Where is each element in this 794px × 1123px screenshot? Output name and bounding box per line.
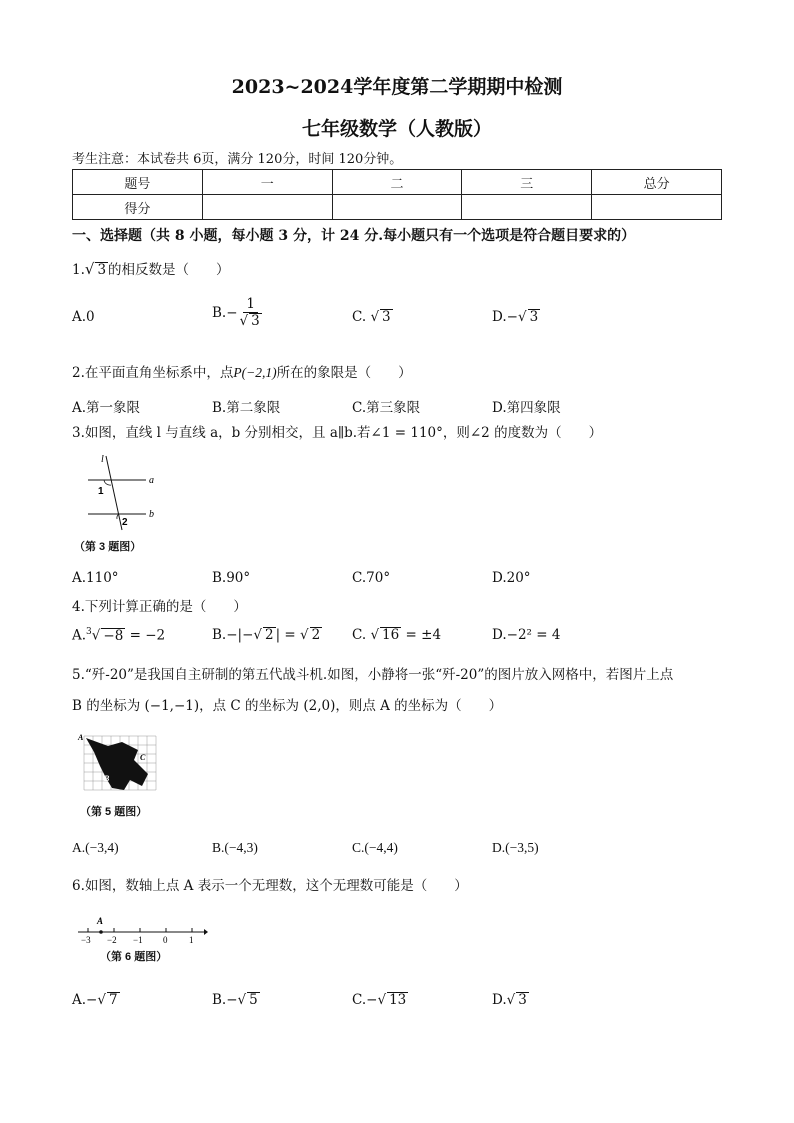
q4-a-rest: = −2 xyxy=(125,627,166,644)
q6-number-line xyxy=(74,910,208,946)
q4-b-mid: | = xyxy=(275,627,301,643)
q3-angle-1-arc xyxy=(104,480,111,485)
score-header-cell: 一 xyxy=(202,170,332,195)
score-row-label: 得分 xyxy=(73,195,203,220)
q1-b-radicand: 3 xyxy=(251,313,260,330)
q1-c-radicand: 3 xyxy=(382,309,391,325)
q6-d-label: D. xyxy=(492,992,507,1008)
score-table-header-row xyxy=(73,170,722,195)
exam-title: 2023~2024学年度第二学期期中检测 xyxy=(231,76,563,98)
section-heading: 一、选择题（共 8 小题，每小题 3 分，计 24 分.每小题只有一个选项是符合题目要求的） xyxy=(72,228,636,244)
q3-label-l: l xyxy=(101,454,104,465)
q3-figure-caption: （第 3 题图） xyxy=(74,541,142,553)
question-4: 4.下列计算正确的是（ ） xyxy=(72,599,247,615)
q6-option-c[interactable]: C.−√ 13 xyxy=(352,992,407,1008)
score-cell[interactable] xyxy=(202,195,332,220)
q4-option-b[interactable]: B.−|−√ 2 | = √ 2 xyxy=(212,627,321,643)
q4-b-radicand: 2 xyxy=(265,627,274,643)
q3-figure xyxy=(80,450,170,532)
q1-option-b[interactable] xyxy=(212,296,264,329)
score-table-score-row xyxy=(73,195,722,220)
q5-option-d[interactable]: D.(−3,5) xyxy=(492,840,539,855)
q6-option-b[interactable]: B.−√ 5 xyxy=(212,992,258,1008)
q1-b-denominator: √ 3 xyxy=(239,313,260,330)
q3-label-b: b xyxy=(149,509,154,520)
q4-b-radicand-2: 2 xyxy=(311,627,321,643)
q6-point-A xyxy=(99,930,103,934)
q2-option-a[interactable]: A.第一象限 xyxy=(72,400,141,416)
q3-label-a: a xyxy=(149,475,154,486)
q2-option-c[interactable]: C.第三象限 xyxy=(352,400,421,416)
q1-text: 的相反数是（ ） xyxy=(108,262,230,278)
q5-figure-caption: （第 5 题图） xyxy=(80,806,148,818)
q3-option-d[interactable]: D.20° xyxy=(492,570,531,586)
q1-b-label: B.− xyxy=(212,304,238,321)
q2-text: 2.在平面直角坐标系中，点 xyxy=(72,365,234,381)
q1-b-fraction xyxy=(240,296,262,329)
q1-option-d[interactable]: D.−√ 3 xyxy=(492,309,539,325)
score-header-cell: 二 xyxy=(332,170,462,195)
q6-a-radicand: 7 xyxy=(108,992,118,1008)
q1-option-a[interactable]: A.0 xyxy=(72,309,95,325)
q5-option-b[interactable]: B.(−4,3) xyxy=(212,840,258,855)
exam-subtitle: 七年级数学（人教版） xyxy=(301,118,492,140)
q2-text-2: 所在的象限是（ ） xyxy=(276,365,412,381)
q6-c-label: C.− xyxy=(352,992,378,1008)
q4-option-c[interactable]: C. √ 16 = ±4 xyxy=(352,627,442,643)
q6-b-radicand: 5 xyxy=(249,992,258,1008)
q4-c-label: C. xyxy=(352,627,371,643)
score-cell[interactable] xyxy=(462,195,592,220)
q4-b-label: B.−|− xyxy=(212,627,254,643)
q4-c-rest: = ±4 xyxy=(401,627,442,643)
q5-label-B: B xyxy=(104,774,110,783)
q1-b-numerator: 1 xyxy=(243,296,258,313)
question-3: 3.如图，直线 l 与直线 a，b 分别相交，且 a∥b.若∠1 = 110°，则∠2 的度数为（ ） xyxy=(72,425,603,441)
q2-option-d[interactable]: D.第四象限 xyxy=(492,400,561,416)
question-5-line-1: 5.“歼-20”是我国自主研制的第五代战斗机.如图，小静将一张“歼-20”的图片放入网格中，若图片上点 xyxy=(72,667,674,683)
q6-a-label: A.− xyxy=(72,992,98,1008)
q3-option-a[interactable]: A.110° xyxy=(72,570,119,586)
q3-label-1: 1 xyxy=(98,486,104,497)
score-cell[interactable] xyxy=(592,195,722,220)
q6-tick-label: 1 xyxy=(189,935,194,945)
score-header-cell: 三 xyxy=(462,170,592,195)
q3-label-2: 2 xyxy=(122,517,128,528)
q2-point: P(−2,1) xyxy=(233,365,277,380)
q2-option-b[interactable]: B.第二象限 xyxy=(212,400,281,416)
q4-option-a[interactable]: A.$^3$√ −8 = −2 xyxy=(72,627,166,644)
score-header-cell: 总分 xyxy=(592,170,722,195)
q1-d-radicand: 3 xyxy=(529,309,539,325)
score-cell[interactable] xyxy=(332,195,462,220)
q6-axis-arrow xyxy=(204,929,208,935)
q6-d-radicand: 3 xyxy=(518,992,527,1008)
q3-option-c[interactable]: C.70° xyxy=(352,570,391,586)
q6-figure-caption: （第 6 题图） xyxy=(100,951,168,963)
q5-option-a[interactable]: A.(−3,4) xyxy=(72,840,119,855)
q4-option-d[interactable]: D.−2² = 4 xyxy=(492,627,561,643)
q1-radicand: 3 xyxy=(97,262,107,278)
q5-label-C: C xyxy=(140,753,146,762)
q6-tick-label: −3 xyxy=(81,935,91,945)
q6-option-a[interactable]: A.−√ 7 xyxy=(72,992,118,1008)
q4-a-label: A. xyxy=(72,627,87,644)
q1-option-c[interactable]: C. √ 3 xyxy=(352,309,391,325)
q3-option-b[interactable]: B.90° xyxy=(212,570,251,586)
score-header-cell: 题号 xyxy=(73,170,203,195)
question-6: 6.如图，数轴上点 A 表示一个无理数，这个无理数可能是（ ） xyxy=(72,878,468,894)
q1-number: 1. xyxy=(72,262,85,278)
exam-notice: 考生注意：本试卷共 6页，满分 120分，时间 120分钟。 xyxy=(72,152,403,167)
q6-c-radicand: 13 xyxy=(389,992,407,1008)
q6-tick-label: −2 xyxy=(107,935,117,945)
question-1: 1.√ 3 的相反数是（ ） xyxy=(72,260,230,278)
q5-option-c[interactable]: C.(−4,4) xyxy=(352,840,398,855)
q4-a-radicand: −8 xyxy=(103,627,124,644)
q6-option-d[interactable]: D.√ 3 xyxy=(492,992,527,1008)
q4-c-radicand: 16 xyxy=(382,627,400,643)
q6-label-A: A xyxy=(97,916,104,926)
q4-a-index: 3 xyxy=(86,627,92,637)
q5-figure xyxy=(76,730,162,800)
q3-line-l xyxy=(106,456,122,530)
score-table xyxy=(72,169,722,220)
q5-jet-silhouette xyxy=(86,738,148,790)
q6-tick-label: 0 xyxy=(163,935,168,945)
question-2 xyxy=(72,361,412,381)
q6-b-label: B.− xyxy=(212,992,238,1008)
q6-tick-label: −1 xyxy=(133,935,143,945)
q5-label-A: A xyxy=(78,733,84,742)
question-5-line-2: B 的坐标为 (−1,−1)，点 C 的坐标为 (2,0)，则点 A 的坐标为（ ） xyxy=(72,698,503,714)
q1-c-label: C. xyxy=(352,309,371,325)
q1-d-label: D.− xyxy=(492,309,518,325)
